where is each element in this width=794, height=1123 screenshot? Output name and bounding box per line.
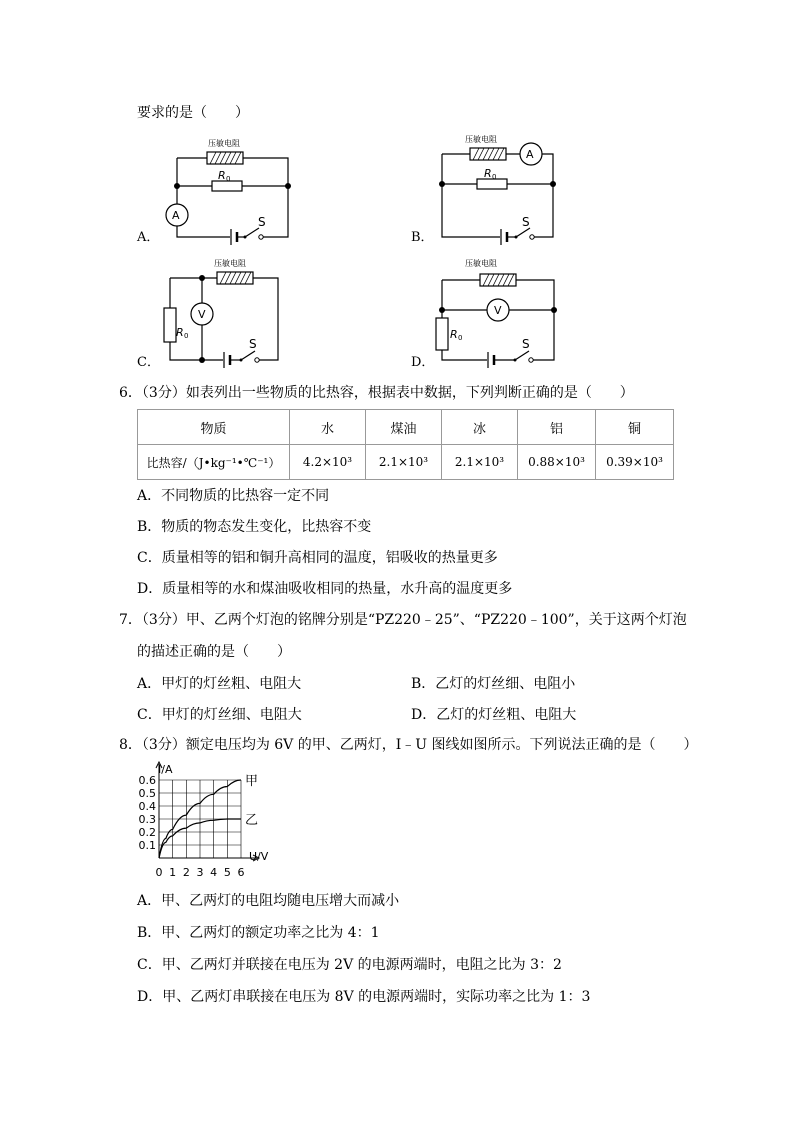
series-label: 乙 xyxy=(245,813,259,828)
varistor-label: 压敏电阻 xyxy=(465,135,497,144)
switch-label: S xyxy=(522,337,530,351)
q8-stem: 8．（3分）额定电压均为 6V 的甲、乙两灯，I﹣U 图线如图所示。下列说法正确的是（ ） xyxy=(119,737,698,753)
y-axis-label: I/A xyxy=(158,763,173,776)
table-cell: 2.1×10³ xyxy=(366,445,442,480)
y-tick-label: 0.3 xyxy=(138,813,156,826)
y-tick-label: 0.6 xyxy=(138,774,156,787)
switch-label: S xyxy=(258,215,266,229)
table-header-cell: 冰 xyxy=(442,410,518,445)
r0-label: R xyxy=(176,326,184,339)
table-row xyxy=(138,410,674,445)
ammeter-symbol: A xyxy=(172,209,180,222)
x-axis-label: U/V xyxy=(249,850,269,863)
voltmeter-symbol: V xyxy=(198,308,206,321)
y-tick-label: 0.5 xyxy=(138,787,156,800)
r0-label: R xyxy=(484,167,492,180)
iu-chart xyxy=(132,758,282,886)
specific-heat-table xyxy=(137,409,674,480)
y-tick-label: 0.4 xyxy=(138,800,156,813)
option-b-label: B． xyxy=(411,230,434,245)
table-header-cell: 铝 xyxy=(518,410,596,445)
table-header-cell: 水 xyxy=(290,410,366,445)
x-tick-label: 1 xyxy=(169,866,177,879)
q6-option-b: B．物质的物态发生变化，比热容不变 xyxy=(137,519,372,535)
table-row xyxy=(138,445,674,480)
q6-stem: 6．（3分）如表列出一些物质的比热容，根据表中数据，下列判断正确的是（ ） xyxy=(119,385,634,401)
series-label: 甲 xyxy=(245,774,259,789)
q8-option-c: C．甲、乙两灯并联接在电压为 2V 的电源两端时，电阻之比为 3：2 xyxy=(137,957,562,973)
varistor-label: 压敏电阻 xyxy=(465,259,497,268)
r0-sub: 0 xyxy=(184,332,189,340)
option-d-label: D． xyxy=(411,355,435,370)
y-tick-label: 0.1 xyxy=(138,839,156,852)
x-tick-label: 3 xyxy=(196,866,204,879)
table-cell: 0.88×10³ xyxy=(518,445,596,480)
r0-sub: 0 xyxy=(458,334,463,342)
switch-label: S xyxy=(522,215,530,229)
option-c-label: C． xyxy=(137,355,160,370)
r0-label: R xyxy=(218,169,226,182)
q8-option-b: B．甲、乙两灯的额定功率之比为 4：1 xyxy=(137,925,380,941)
q6-option-a: A．不同物质的比热容一定不同 xyxy=(137,488,330,504)
q5-tail-text: 要求的是（ ） xyxy=(137,105,249,121)
y-tick-label: 0.2 xyxy=(138,826,156,839)
q7-option-a: A．甲灯的灯丝粗、电阻大 xyxy=(137,676,302,692)
q7-option-d: D．乙灯的灯丝粗、电阻大 xyxy=(411,707,577,723)
table-cell: 4.2×10³ xyxy=(290,445,366,480)
q7-option-b: B．乙灯的灯丝细、电阻小 xyxy=(411,676,576,692)
chart-series xyxy=(159,774,258,858)
q7-option-c: C．甲灯的灯丝细、电阻大 xyxy=(137,707,302,723)
x-tick-label: 4 xyxy=(210,866,218,879)
chart-ticks xyxy=(139,774,245,879)
varistor-label: 压敏电阻 xyxy=(208,139,240,148)
x-tick-label: 2 xyxy=(182,866,190,879)
table-header-cell: 铜 xyxy=(596,410,674,445)
q7-stem-line1: 7．（3分）甲、乙两个灯泡的铭牌分别是“PZ220﹣25”、“PZ220﹣100”，关于这两个灯泡 xyxy=(119,612,687,628)
voltmeter-symbol: V xyxy=(494,304,502,317)
q6-option-c: C．质量相等的铝和铜升高相同的温度，铝吸收的热量更多 xyxy=(137,550,498,566)
r0-sub: 0 xyxy=(492,173,497,181)
r0-label: R xyxy=(450,328,458,341)
table-cell: 0.39×10³ xyxy=(596,445,674,480)
option-a-label: A． xyxy=(137,230,160,245)
table-header-cell: 煤油 xyxy=(366,410,442,445)
chart-axes xyxy=(156,762,259,861)
q6-option-d: D．质量相等的水和煤油吸收相同的热量，水升高的温度更多 xyxy=(137,581,513,597)
varistor-label: 压敏电阻 xyxy=(214,259,246,268)
q8-option-a: A．甲、乙两灯的电阻均随电压增大而减小 xyxy=(137,893,400,909)
q7-stem-line2: 的描述正确的是（ ） xyxy=(137,644,291,660)
table-row-label: 比热容/（J•kg⁻¹•℃⁻¹） xyxy=(138,445,290,480)
q8-option-d: D．甲、乙两灯串联接在电压为 8V 的电源两端时，实际功率之比为 1：3 xyxy=(137,989,591,1005)
table-header-cell: 物质 xyxy=(138,410,290,445)
ammeter-symbol: A xyxy=(526,148,534,161)
x-tick-label: 0 xyxy=(155,866,163,879)
x-tick-label: 6 xyxy=(237,866,245,879)
x-tick-label: 5 xyxy=(223,866,231,879)
r0-sub: 0 xyxy=(226,175,231,183)
table-cell: 2.1×10³ xyxy=(442,445,518,480)
switch-label: S xyxy=(249,337,257,351)
